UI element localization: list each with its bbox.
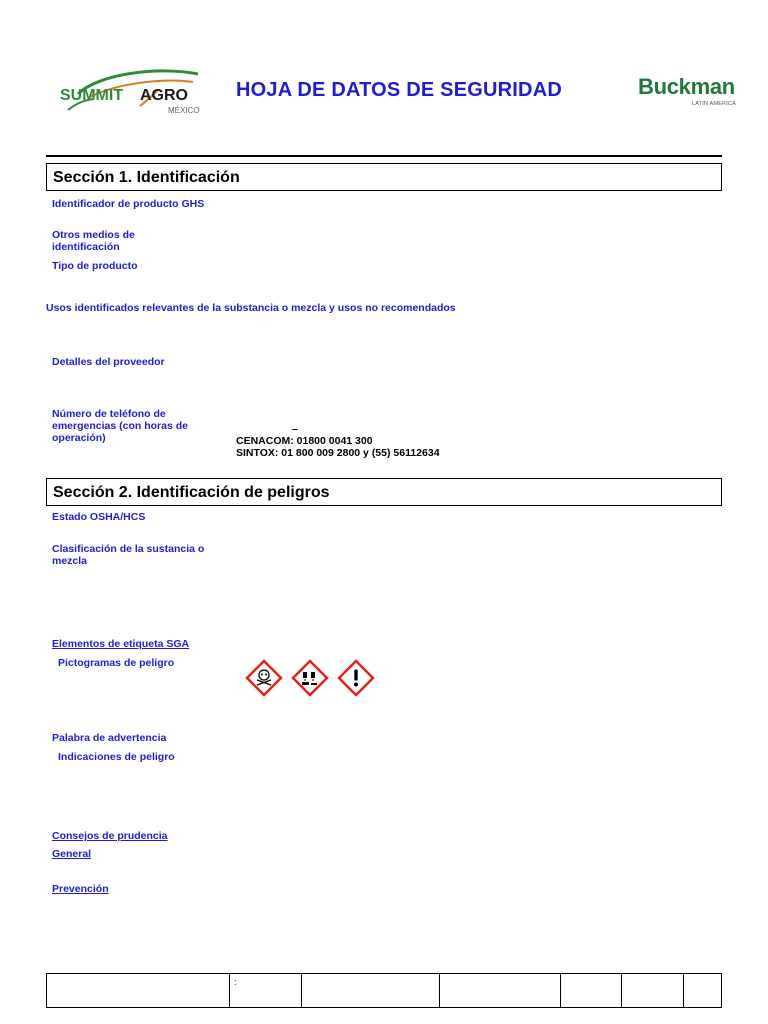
sintox-phone: SINTOX: 01 800 009 2800 y (55) 56112634 bbox=[236, 447, 440, 459]
product-id-label: Identificador de producto GHS bbox=[52, 198, 205, 210]
general-label: General bbox=[52, 848, 92, 860]
cenacom-phone: CENACOM: 01800 0041 300 bbox=[236, 435, 373, 447]
pictogram-row bbox=[244, 658, 376, 698]
footer-cell bbox=[622, 974, 684, 1007]
pictograms-label: Pictogramas de peligro bbox=[58, 657, 175, 669]
footer-table bbox=[46, 973, 722, 1008]
section-1-header: Sección 1. Identificación bbox=[46, 163, 722, 191]
uses-label: Usos identificados relevantes de la substancia o mezcla y usos no recomendados bbox=[46, 302, 456, 314]
header-divider bbox=[46, 155, 722, 157]
skull-crossbones-icon bbox=[244, 658, 284, 698]
hazard-statements-label: Indicaciones de peligro bbox=[58, 751, 175, 763]
section-2-header: Sección 2. Identificación de peligros bbox=[46, 478, 722, 506]
summit-word: SUMMIT bbox=[60, 87, 124, 104]
summit-agro-logo bbox=[58, 64, 203, 120]
osha-label: Estado OSHA/HCS bbox=[52, 511, 146, 523]
supplier-label: Detalles del proveedor bbox=[52, 356, 165, 368]
footer-cell bbox=[302, 974, 440, 1007]
prevention-label: Prevención bbox=[52, 883, 109, 895]
buckman-word: Buckman bbox=[638, 74, 735, 99]
mexico-word: MÉXICO bbox=[168, 106, 200, 115]
footer-cell: : bbox=[230, 974, 302, 1007]
agro-word: AGRO bbox=[140, 87, 188, 104]
exclamation-mark-icon bbox=[336, 658, 376, 698]
emergency-label: Número de teléfono de emergencias (con horas de operación) bbox=[52, 408, 188, 444]
corrosion-icon bbox=[290, 658, 330, 698]
footer-cell bbox=[684, 974, 721, 1007]
emergency-dash: – bbox=[292, 423, 298, 435]
label-elements-label: Elementos de etiqueta SGA bbox=[52, 638, 190, 650]
other-means-label: Otros medios de identificación bbox=[52, 229, 135, 253]
footer-cell bbox=[47, 974, 230, 1007]
buckman-subtitle: LATIN AMERICA bbox=[691, 101, 736, 107]
signal-word-label: Palabra de advertencia bbox=[52, 732, 167, 744]
footer-cell bbox=[440, 974, 561, 1007]
summit-agro-logo-graphic bbox=[58, 64, 203, 120]
document-title: HOJA DE DATOS DE SEGURIDAD bbox=[236, 79, 562, 101]
classification-label: Clasificación de la sustancia o mezcla bbox=[52, 543, 205, 567]
product-type-label: Tipo de producto bbox=[52, 260, 138, 272]
footer-cell bbox=[561, 974, 622, 1007]
buckman-logo bbox=[638, 74, 738, 114]
precautionary-label: Consejos de prudencia bbox=[52, 830, 168, 842]
